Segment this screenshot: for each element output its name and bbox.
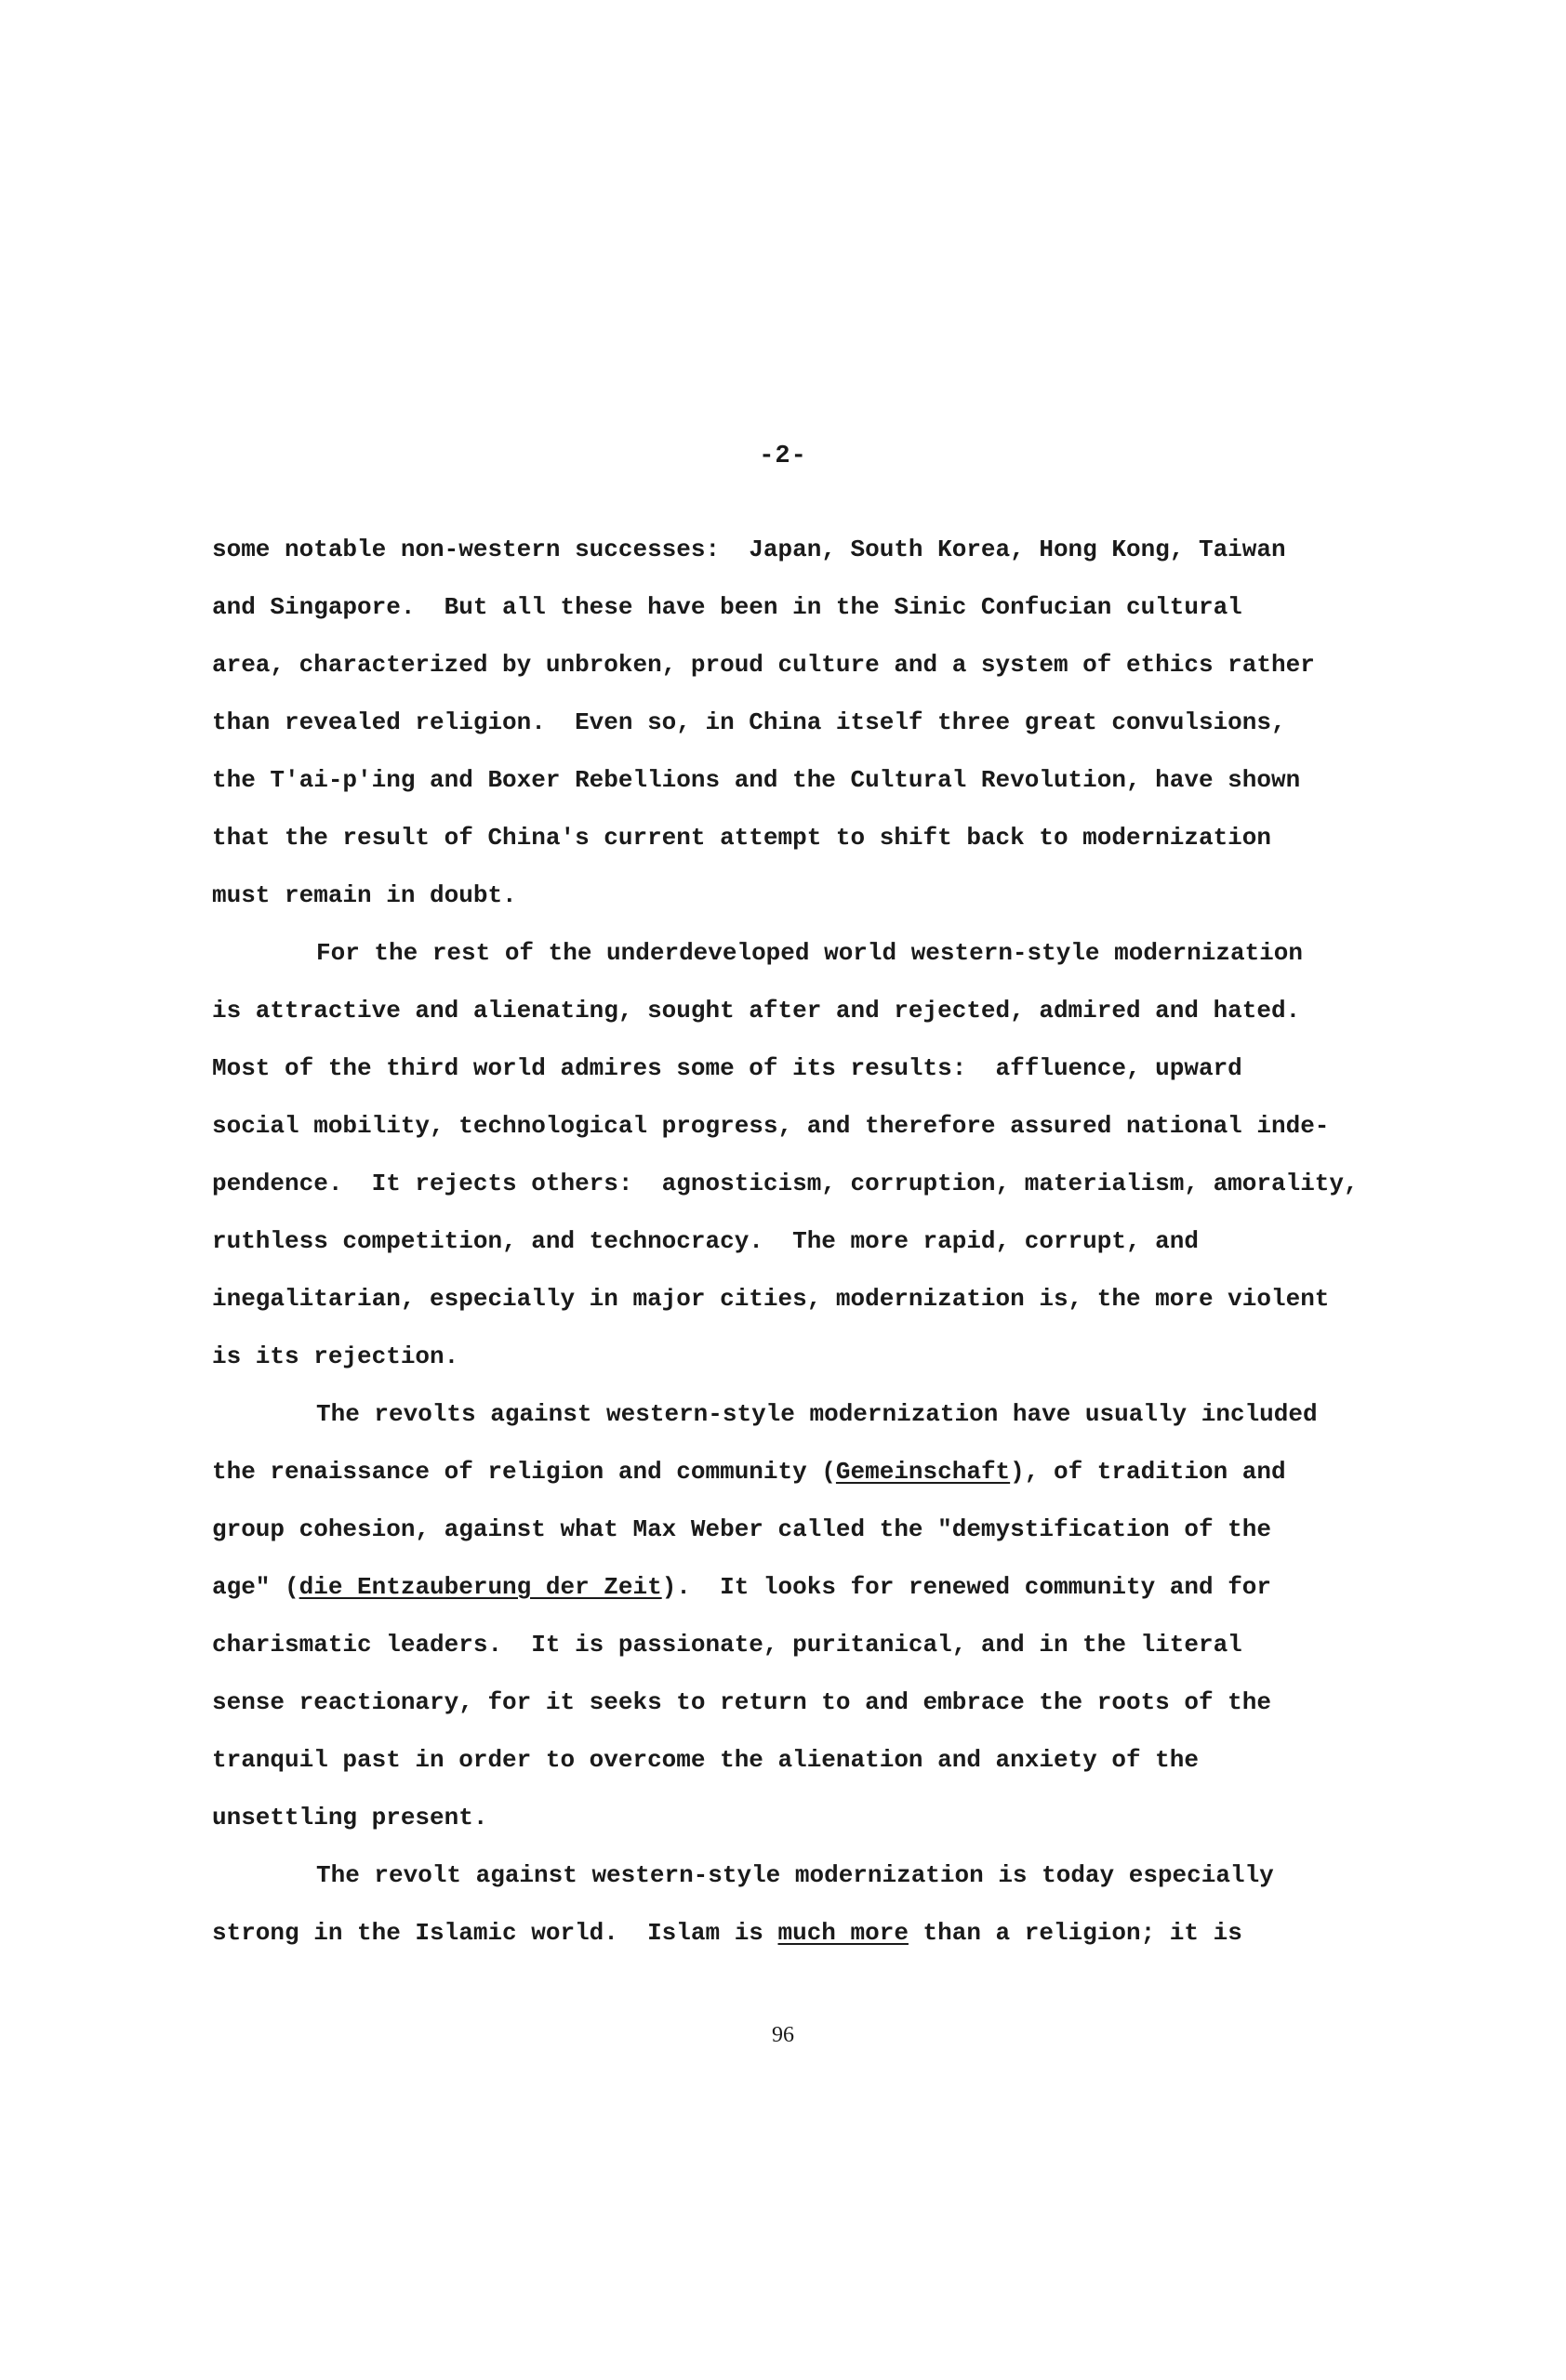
text-line [212, 1558, 1421, 1616]
text-segment: ), of tradition and [1010, 1458, 1286, 1486]
text-line: ruthless competition, and technocracy. The more rapid, corrupt, and [212, 1227, 1199, 1255]
text-segment: the renaissance of religion and community ( [212, 1458, 836, 1486]
text-line [212, 1443, 1421, 1501]
text-line: social mobility, technological progress, and therefore assured national inde- [212, 1112, 1330, 1140]
text-line: charismatic leaders. It is passionate, puritanical, and in the literal [212, 1631, 1242, 1659]
paragraph-2 [212, 924, 1421, 1385]
text-segment: strong in the Islamic world. Islam is [212, 1919, 778, 1947]
text-line: inegalitarian, especially in major cities, modernization is, the more violent [212, 1285, 1330, 1313]
text-line: area, characterized by unbroken, proud culture and a system of ethics rather [212, 651, 1315, 679]
text-line: is its rejection. [212, 1342, 459, 1370]
text-line: some notable non-western successes: Japan, South Korea, Hong Kong, Taiwan [212, 536, 1286, 563]
text-line: For the rest of the underdeveloped world western-style modernization [316, 939, 1303, 967]
text-line: sense reactionary, for it seeks to return to and embrace the roots of the [212, 1688, 1271, 1716]
paragraph-3 [212, 1385, 1421, 1846]
text-line: is attractive and alienating, sought after and rejected, admired and hated. [212, 997, 1301, 1025]
text-segment: age" ( [212, 1573, 299, 1601]
text-line: pendence. It rejects others: agnosticism, corruption, materialism, amorality, [212, 1170, 1359, 1197]
text-line: Most of the third world admires some of its results: affluence, upward [212, 1054, 1242, 1082]
underlined-term: Gemeinschaft [835, 1458, 1011, 1486]
page-number: 96 [772, 2023, 794, 2047]
underlined-term: much more [777, 1919, 909, 1947]
text-segment: ). It looks for renewed community and for [661, 1573, 1272, 1601]
text-line: must remain in doubt. [212, 881, 517, 909]
text-line: and Singapore. But all these have been in the Sinic Confucian cultural [212, 593, 1242, 621]
page-marker: -2- [759, 443, 807, 470]
text-segment: than a religion; it is [908, 1919, 1242, 1947]
paragraph-4 [212, 1846, 1421, 1962]
text-line: unsettling present. [212, 1804, 488, 1831]
text-line: tranquil past in order to overcome the alienation and anxiety of the [212, 1746, 1199, 1774]
text-line: The revolts against western-style modernization have usually included [316, 1400, 1318, 1428]
paragraph-1 [212, 521, 1421, 924]
text-line: the T'ai-p'ing and Boxer Rebellions and the Cultural Revolution, have shown [212, 766, 1301, 794]
body-text [212, 521, 1421, 1962]
underlined-term: die Entzauberung der Zeit [299, 1573, 662, 1601]
text-line: group cohesion, against what Max Weber called the "demystification of the [212, 1515, 1271, 1543]
text-line: The revolt against western-style modernization is today especially [316, 1861, 1274, 1889]
text-line: than revealed religion. Even so, in China itself three great convulsions, [212, 708, 1286, 736]
text-line: that the result of China's current attempt to shift back to modernization [212, 824, 1271, 852]
text-line [212, 1904, 1421, 1962]
